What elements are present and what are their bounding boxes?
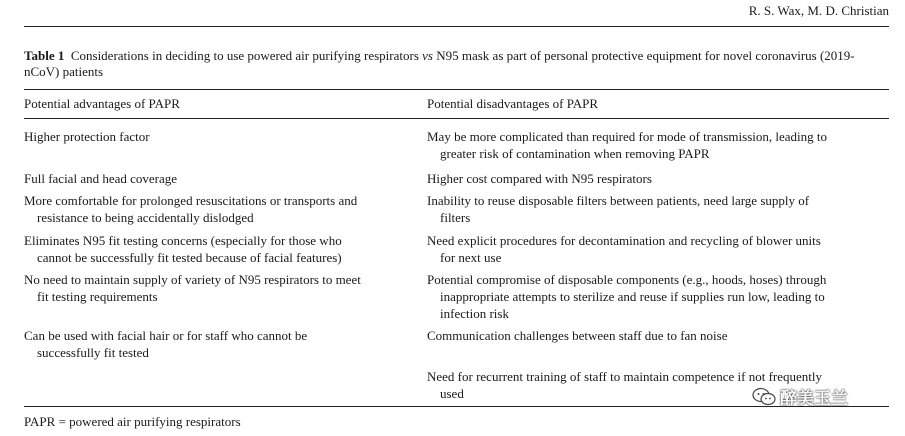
disadvantage-line: Communication challenges between staff due to fan noise [427,328,728,343]
table-header-rule [24,118,889,119]
row-5-advantage [24,271,361,305]
caption-text: Considerations in deciding to use powered air purifying respirators [70,48,419,63]
row-6-disadvantage [427,327,727,344]
header-disadvantages: Potential disadvantages of PAPR [427,96,599,111]
watermark-text: 醉美玉兰 [780,389,848,409]
advantage-line: More comfortable for prolonged resuscitations or transports and [24,193,358,208]
row-4-advantage [24,232,342,266]
row-2-disadvantage [427,170,652,187]
row-5-disadvantage [427,271,826,322]
advantage-line: Higher protection factor [24,129,150,144]
disadvantage-line: inappropriate attempts to sterilize and reuse if supplies run low, leading to [440,289,825,304]
disadvantage-line: for next use [440,250,502,265]
table-label: Table 1 [24,48,65,63]
watermark [752,384,848,409]
row-3-disadvantage [427,192,809,226]
row-4-disadvantage [427,232,821,266]
table-footnote: PAPR = powered air purifying respirators [24,414,241,429]
caption-text-2: N95 mask as part of personal protective equipment for novel coronavirus (2019-nCoV) patients [24,48,855,79]
disadvantage-line: infection risk [440,306,509,321]
disadvantage-line: Need for recurrent training of staff to maintain competence if not frequently [427,369,823,384]
disadvantage-line: greater risk of contamination when removing PAPR [440,146,710,161]
row-6-advantage [24,327,307,361]
row-1-disadvantage [427,128,827,162]
disadvantage-line: Need explicit procedures for decontamination and recycling of blower units [427,233,821,248]
author-names: R. S. Wax, M. D. Christian [748,3,889,18]
disadvantage-line: May be more complicated than required for mode of transmission, leading to [427,129,827,144]
disadvantage-line: Potential compromise of disposable components (e.g., hoods, hoses) through [427,272,827,287]
disadvantage-line: Inability to reuse disposable filters between patients, need large supply of [427,193,810,208]
advantage-line: fit testing requirements [37,289,158,304]
advantage-line: successfully fit tested [37,345,149,360]
disadvantage-line: Higher cost compared with N95 respirators [427,171,652,186]
advantage-line: Can be used with facial hair or for staff who cannot be [24,328,308,343]
advantage-line: Eliminates N95 fit testing concerns (especially for those who [24,233,342,248]
wechat-icon [752,387,776,407]
header-advantages: Potential advantages of PAPR [24,96,180,111]
disadvantage-line: used [440,386,464,401]
caption-vs: vs [422,48,433,63]
row-1-advantage [24,128,150,145]
disadvantage-line: filters [440,210,471,225]
advantage-line: Full facial and head coverage [24,171,178,186]
advantage-line: cannot be successfully fit tested because of facial features) [37,250,342,265]
row-3-advantage [24,192,357,226]
table-top-rule [24,89,889,90]
advantage-line: resistance to being accidentally dislodged [37,210,254,225]
running-header [24,0,889,27]
table-caption [24,48,874,80]
row-2-advantage [24,170,177,187]
advantage-line: No need to maintain supply of variety of N95 respirators to meet [24,272,361,287]
